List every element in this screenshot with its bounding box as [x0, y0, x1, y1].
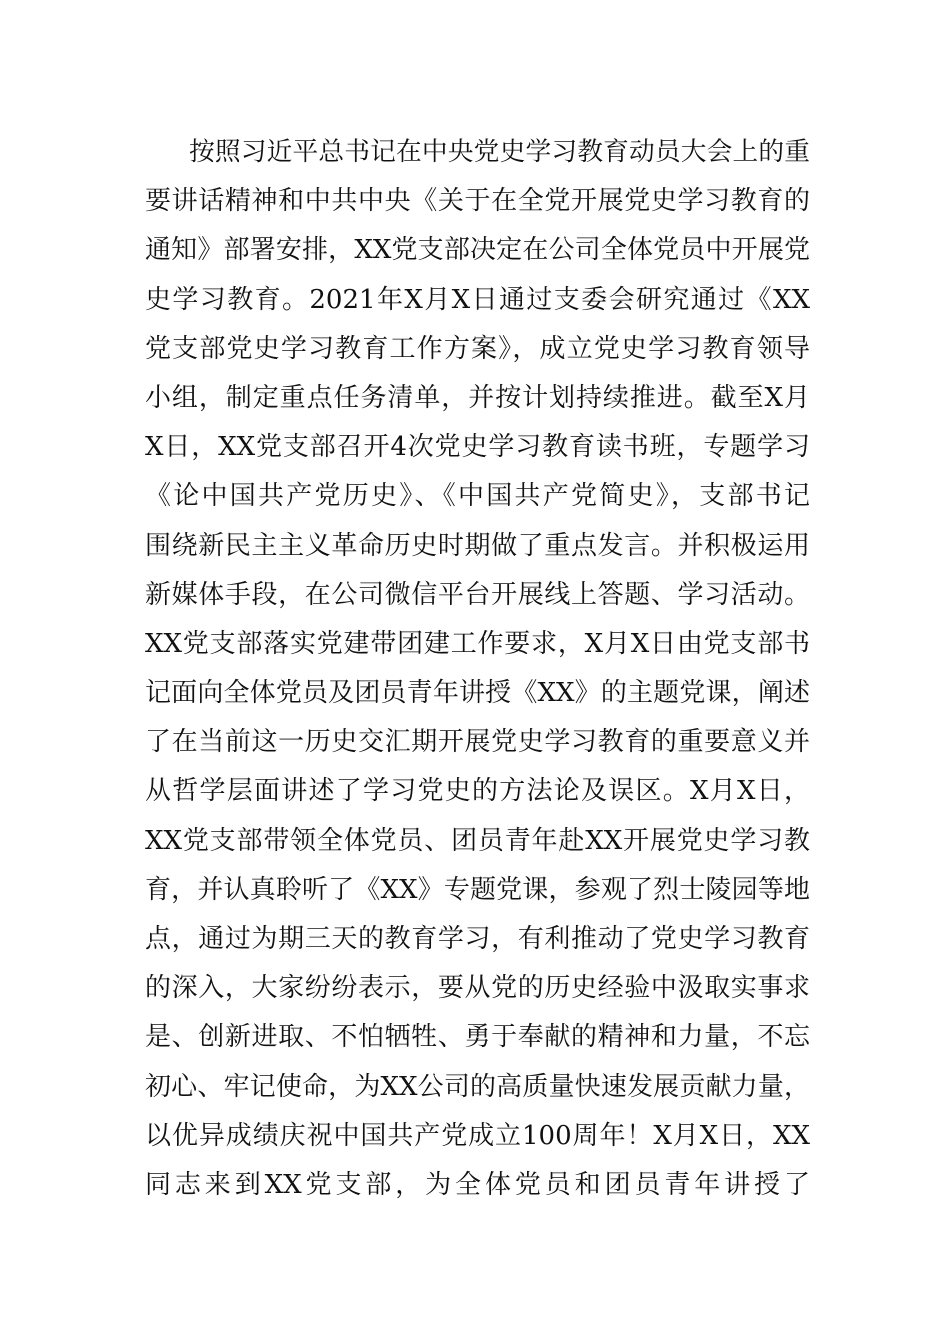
text-line: 同志来到XX党支部，为全体党员和团员青年讲授了	[145, 1169, 810, 1200]
text-line: 记面向全体党员及团员青年讲授《XX》的主题党课，阐述	[145, 678, 810, 709]
text-line: X日，XX党支部召开4次党史学习教育读书班，专题学习	[145, 432, 810, 463]
text-line: 以优异成绩庆祝中国共产党成立100周年！X月X日，XX	[145, 1120, 810, 1151]
text-line: 从哲学层面讲述了学习党史的方法论及误区。X月X日，	[145, 776, 810, 807]
text-line: 是、创新进取、不怕牺牲、勇于奉献的精神和力量，不忘	[145, 1022, 810, 1053]
text-line: 育，并认真聆听了《XX》专题党课，参观了烈士陵园等地	[145, 874, 810, 905]
text-line: 要讲话精神和中共中央《关于在全党开展党史学习教育的	[145, 186, 810, 217]
text-line: 史学习教育。2021年X月X日通过支委会研究通过《XX	[145, 284, 810, 315]
text-line: 按照习近平总书记在中央党史学习教育动员大会上的重	[189, 137, 810, 167]
text-line: 《论中国共产党历史》、《中国共产党简史》，支部书记	[145, 481, 810, 512]
text-line: 新媒体手段，在公司微信平台开展线上答题、学习活动。	[145, 579, 810, 610]
text-line: 初心、牢记使命，为XX公司的高质量快速发展贡献力量，	[145, 1071, 810, 1102]
text-line: 点，通过为期三天的教育学习，有利推动了党史学习教育	[145, 924, 810, 954]
text-line: 通知》部署安排，XX党支部决定在公司全体党员中开展党	[145, 235, 810, 266]
body-paragraph	[145, 128, 810, 1210]
text-line: 小组，制定重点任务清单，并按计划持续推进。截至X月	[145, 382, 810, 413]
text-line: 了在当前这一历史交汇期开展党史学习教育的重要意义并	[145, 727, 810, 758]
text-line: 的深入，大家纷纷表示，要从党的历史经验中汲取实事求	[145, 973, 810, 1004]
text-line: XX党支部落实党建带团建工作要求，X月X日由党支部书	[145, 628, 810, 659]
text-line: XX党支部带领全体党员、团员青年赴XX开展党史学习教	[145, 825, 810, 856]
text-line: 党支部党史学习教育工作方案》，成立党史学习教育领导	[145, 333, 810, 364]
text-line: 围绕新民主主义革命历史时期做了重点发言。并积极运用	[145, 530, 810, 561]
